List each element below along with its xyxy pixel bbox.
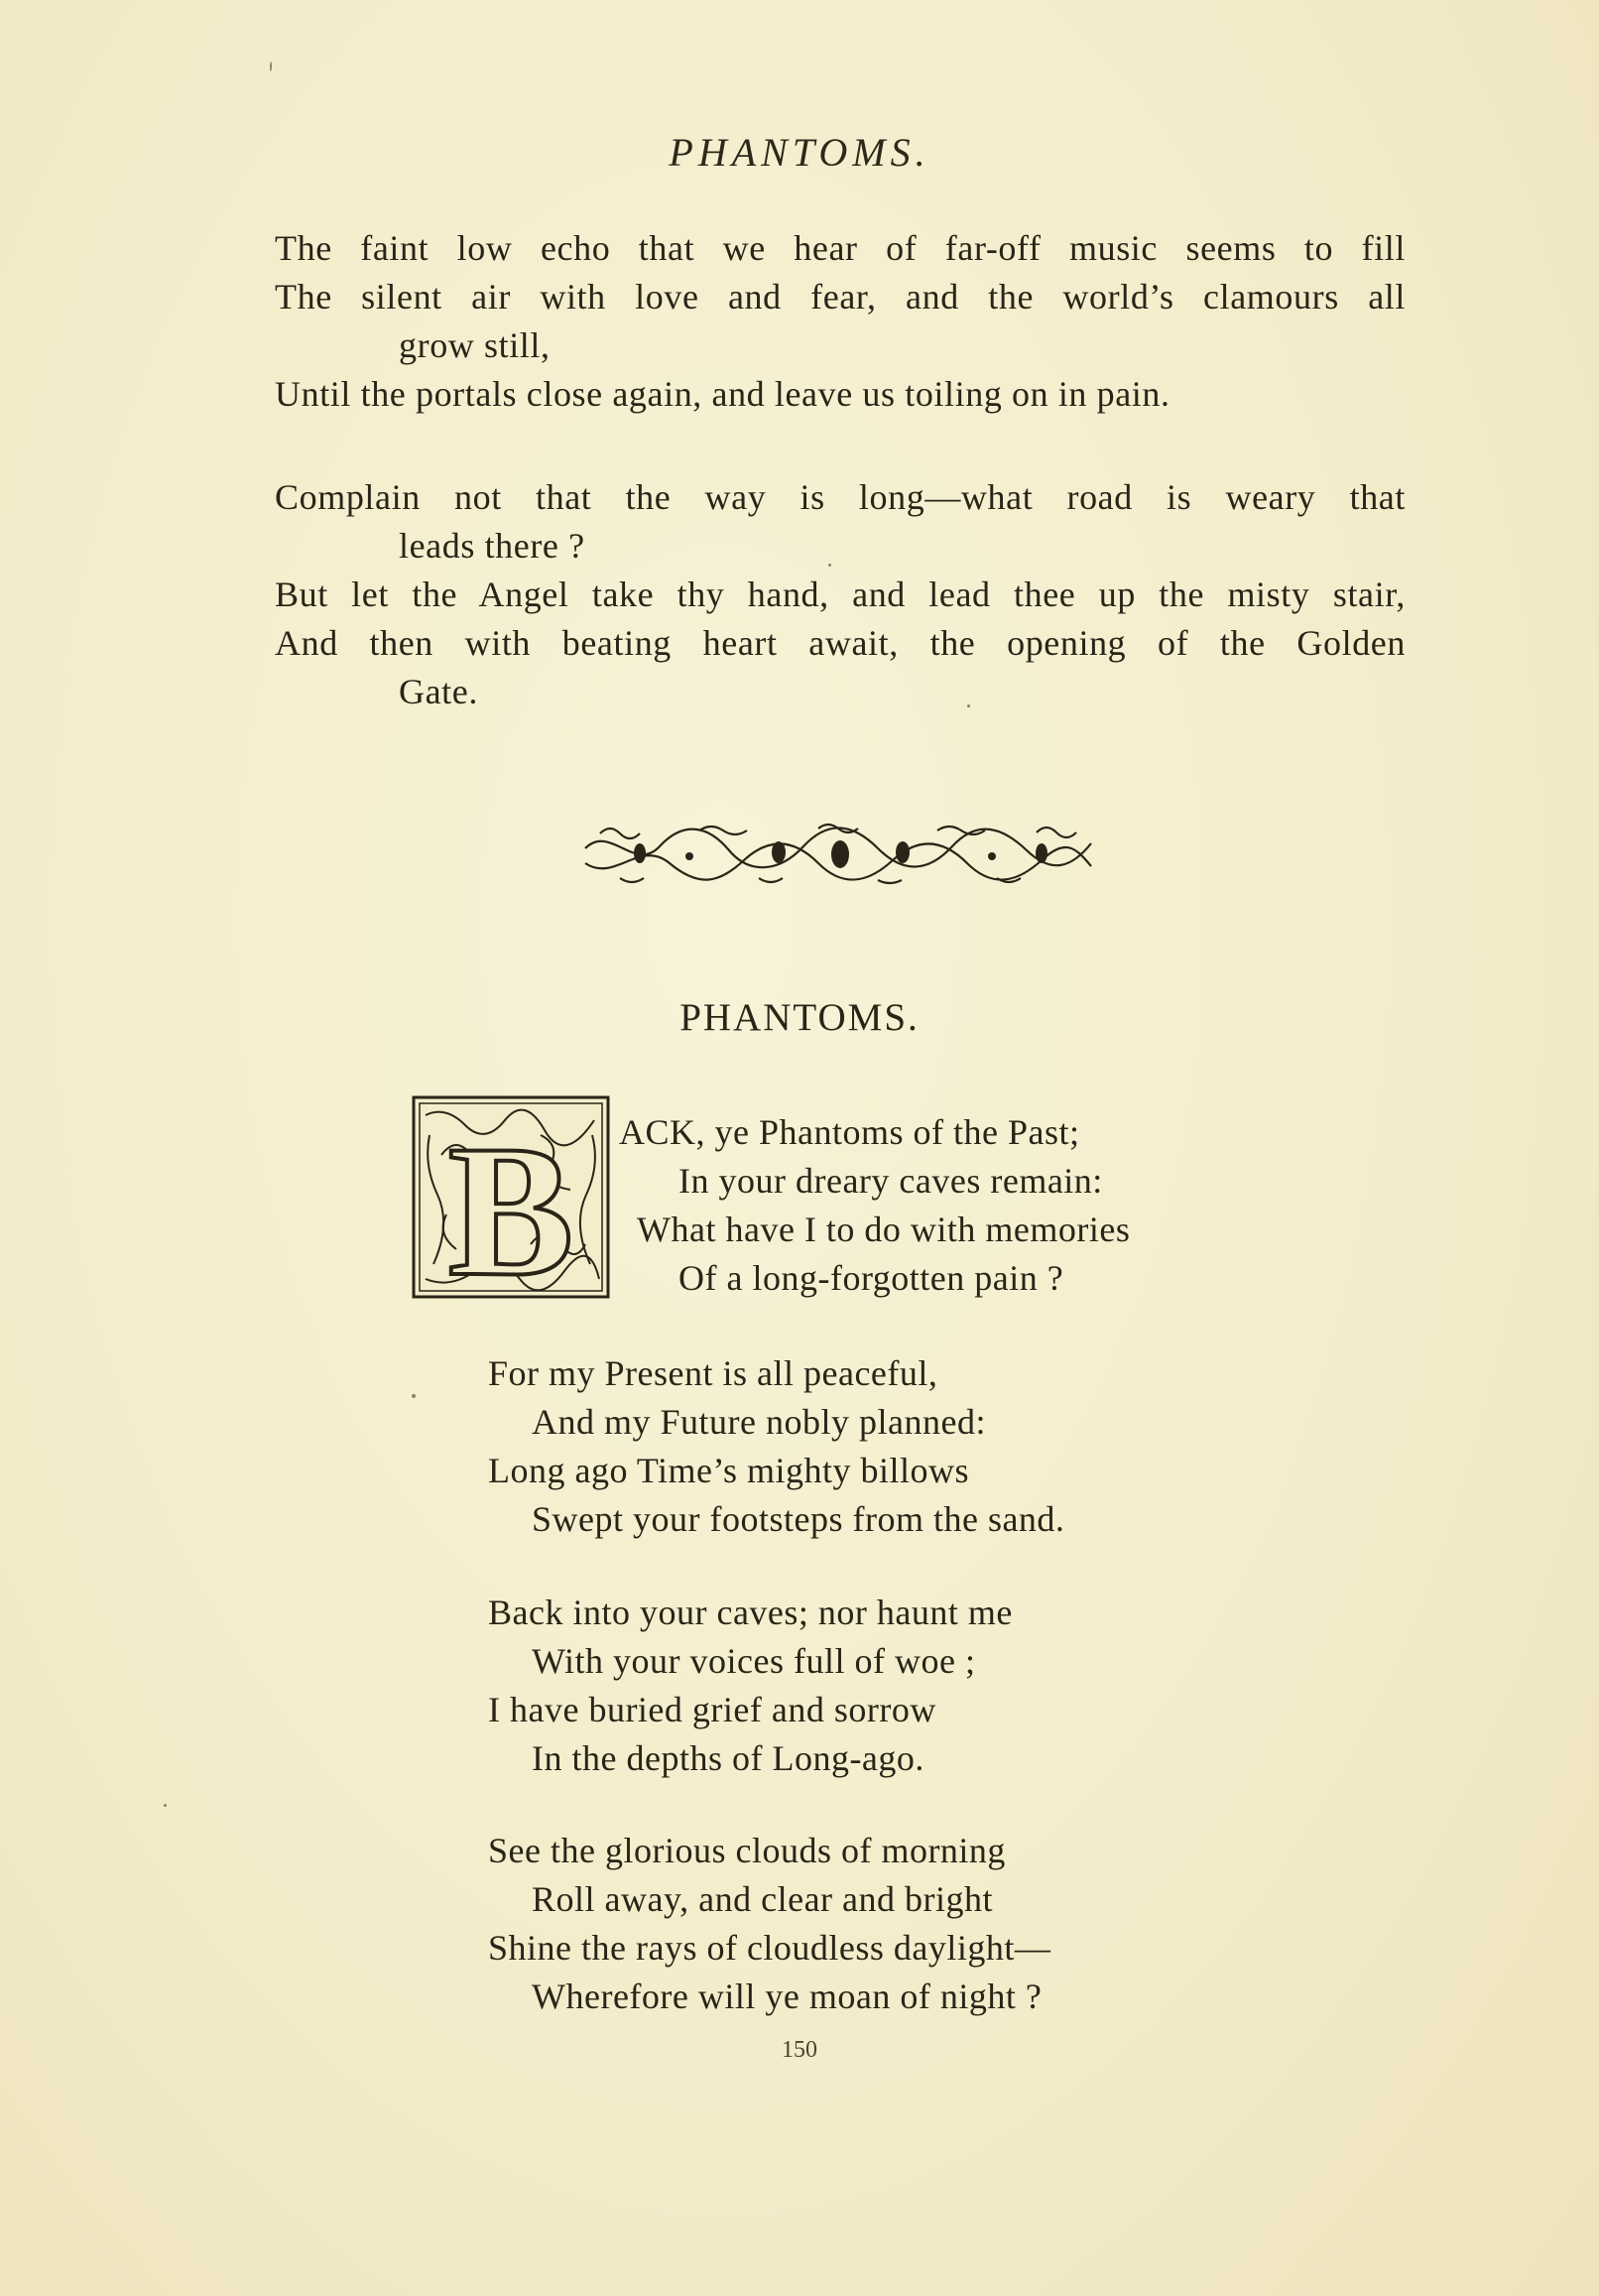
verse-line-continuation: leads there ?	[399, 526, 585, 566]
dropcap-letter: B	[447, 1107, 574, 1299]
verse-line: For my Present is all peaceful,	[488, 1353, 938, 1393]
verse-line: Long ago Time’s mighty billows	[488, 1451, 970, 1490]
paper-speck	[412, 1394, 416, 1398]
verse-line: Until the portals close again, and leave us toiling on in pain.	[275, 374, 1170, 414]
poem-stanza-4	[488, 1827, 1050, 2021]
paper-speck	[270, 62, 272, 71]
verse-line: I have buried grief and sorrow	[488, 1690, 936, 1729]
paper-speck	[967, 704, 970, 707]
poem-stanza-2	[488, 1349, 1064, 1544]
verse-line: Shine the rays of cloudless daylight—	[488, 1928, 1051, 1968]
verse-line-continuation: Gate.	[399, 672, 478, 711]
running-head: PHANTOMS.	[669, 130, 930, 175]
verse-line: See the glorious clouds of morning	[488, 1831, 1006, 1870]
page-number: 150	[782, 2037, 817, 2063]
decorated-initial-b-icon	[412, 1095, 610, 1299]
verse-line: The faint low echo that we hear of far-off music seems to fill	[275, 228, 1406, 268]
previous-poem-stanza-1	[275, 224, 1406, 419]
verse-line: What have I to do with memories	[637, 1210, 1131, 1249]
verse-line: ACK, ye Phantoms of the Past;	[619, 1112, 1080, 1152]
verse-line: The silent air with love and fear, and the world’s clamours all	[275, 277, 1406, 317]
previous-poem-stanza-2	[275, 473, 1406, 716]
verse-line-indented: In your dreary caves remain:	[678, 1161, 1103, 1201]
verse-line-continuation: grow still,	[399, 325, 551, 365]
paper-speck	[828, 564, 831, 567]
verse-line-indented: Roll away, and clear and bright	[532, 1879, 994, 1919]
verse-line-indented: Wherefore will ye moan of night ?	[532, 1977, 1043, 2016]
verse-line: Back into your caves; nor haunt me	[488, 1593, 1013, 1632]
poem-stanza-1	[619, 1108, 1130, 1303]
poem-stanza-3	[488, 1589, 1013, 1783]
verse-line-indented: With your voices full of woe ;	[532, 1641, 976, 1681]
verse-line-indented: Of a long-forgotten pain ?	[678, 1258, 1064, 1298]
verse-line-indented: And my Future nobly planned:	[532, 1402, 986, 1442]
verse-line-indented: Swept your footsteps from the sand.	[532, 1499, 1065, 1539]
verse-line: But let the Angel take thy hand, and lead thee up the misty stair,	[275, 574, 1406, 614]
poem-title: PHANTOMS.	[679, 996, 920, 1039]
foliate-ornament-icon	[580, 819, 1096, 888]
verse-line: Complain not that the way is long—what road is weary that	[275, 477, 1406, 517]
verse-line-indented: In the depths of Long-ago.	[532, 1738, 924, 1778]
verse-line: And then with beating heart await, the opening of the Golden	[275, 623, 1406, 663]
paper-speck	[164, 1804, 167, 1807]
